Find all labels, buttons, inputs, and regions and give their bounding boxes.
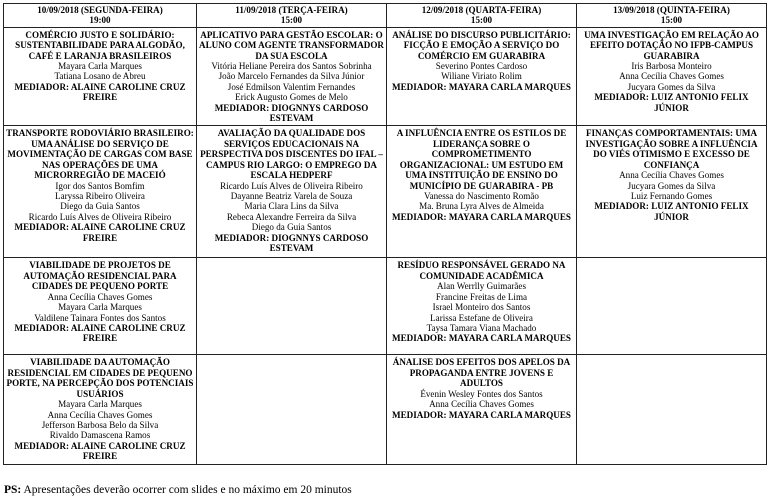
presentation-title: AVALIAÇÃO DA QUALIDADE DOS SERVIÇOS EDUCACIONAIS NA PERSPECTIVA DOS DISCENTES DO IFAL – CAMPUS RIO LARGO: O EMPREGO DA ESCALA HEDPERF <box>200 128 383 181</box>
mediator-line: MEDIADOR: ALAINE CAROLINE CRUZ FREIRE <box>14 81 186 103</box>
day-header <box>387 4 577 28</box>
empty-cell <box>197 258 387 355</box>
presentation-cell <box>4 258 197 355</box>
author-name: Maria Clara Lins da Silva <box>244 201 339 212</box>
author-name: Ricardo Luís Alves de Oliveira Ribeiro <box>28 211 172 222</box>
presentation-cell <box>387 258 577 355</box>
schedule-row <box>4 258 767 355</box>
presentation-title: ANÁLISE DO DISCURSO PUBLICITÁRIO: FICÇÃO E EMOÇÃO A SERVIÇO DO COMÉRCIO EM GUARABIRA <box>392 29 571 61</box>
author-name: Iris Barbosa Monteiro <box>631 61 712 72</box>
schedule-row <box>4 355 767 464</box>
presentation-cell <box>4 27 197 126</box>
footnote <box>4 484 352 496</box>
footnote-prefix: PS: <box>4 484 22 496</box>
day-date: 11/09/2018 (TERÇA-FEIRA) <box>235 5 348 15</box>
mediator-line: MEDIADOR: DIOGNNYS CARDOSO ESTEVAM <box>214 232 369 253</box>
author-name: Alan Werrlly Guimarães <box>437 281 526 292</box>
mediator-line: MEDIADOR: ALAINE CAROLINE CRUZ FREIRE <box>14 440 186 462</box>
author-name: Mayara Carla Marques <box>58 61 142 72</box>
day-time: 15:00 <box>470 15 493 26</box>
empty-cell <box>197 355 387 464</box>
author-name: Larissa Estefane de Oliveira <box>430 312 533 323</box>
author-name: Israel Monteiro dos Santos <box>432 302 531 313</box>
schedule-table <box>3 3 767 465</box>
mediator-line: MEDIADOR: MAYARA CARLA MARQUES <box>392 333 571 344</box>
presentation-cell <box>387 126 577 258</box>
author-name: Erick Augusto Gomes de Melo <box>235 92 348 103</box>
author-name: Anna Cecília Chaves Gomes <box>619 170 724 181</box>
mediator-line: MEDIADOR: MAYARA CARLA MARQUES <box>392 211 571 222</box>
author-name: Anna Cecília Chaves Gomes <box>429 399 534 410</box>
day-date: 10/09/2018 (SEGUNDA-FEIRA) <box>37 5 163 15</box>
author-name: Jefferson Barbosa Belo da Silva <box>41 419 159 430</box>
mediator-line: MEDIADOR: ALAINE CAROLINE CRUZ FREIRE <box>14 322 186 344</box>
day-date: 12/09/2018 (QUARTA-FEIRA) <box>421 5 542 15</box>
presentation-cell <box>577 27 767 126</box>
author-name: Laryssa Ribeiro Oliveira <box>55 190 145 201</box>
mediator-line: MEDIADOR: DIOGNNYS CARDOSO ESTEVAM <box>214 102 369 124</box>
presentation-cell <box>197 27 387 126</box>
author-name: Taysa Tamara Viana Machado <box>426 322 537 333</box>
presentation-cell <box>4 126 197 258</box>
author-name: Rivaldo Damascena Ramos <box>49 430 151 441</box>
presentation-title: UMA INVESTIGAÇÃO EM RELAÇÃO AO EFEITO DOTAÇÃO NO IFPB-CAMPUS GUARABIRA <box>584 29 759 61</box>
author-name: Ma. Bruna Lyra Alves de Almeida <box>419 201 544 212</box>
author-name: Vitória Heliane Pereira dos Santos Sobrinha <box>211 61 372 72</box>
mediator-line: MEDIADOR: LUIZ ANTONIO FELIX JÚNIOR <box>594 201 749 222</box>
empty-cell <box>577 258 767 355</box>
author-name: Severino Pontes Cardoso <box>435 61 528 72</box>
author-name: Diego da Guia Santos <box>251 222 332 233</box>
mediator-line: MEDIADOR: MAYARA CARLA MARQUES <box>392 81 571 92</box>
author-name: Anna Cecília Chaves Gomes <box>47 291 153 302</box>
presentation-title: FINANÇAS COMPORTAMENTAIS: UMA INVESTIGAÇÃO SOBRE A INFLUÊNCIA DO VIÉS OTIMISMO E EXCESSO DE CONFIANÇA <box>585 128 758 170</box>
author-name: Valdilene Tainara Fontes dos Santos <box>34 312 166 323</box>
author-name: José Edmilson Valentim Fernandes <box>227 81 356 92</box>
presentation-title: VIABILIDADE DA AUTOMAÇÃO RESIDENCIAL EM CIDADES DE PEQUENO PORTE, NA PERCEPÇÃO DOS POTENCIAIS USUÁRIOS <box>6 357 194 399</box>
day-header <box>4 4 197 28</box>
author-name: Ricardo Luís Alves de Oliveira Ribeiro <box>220 180 363 191</box>
empty-cell <box>577 355 767 464</box>
author-name: Luiz Fernando Gomes <box>630 190 713 201</box>
author-name: Jucyara Gomes da Silva <box>627 81 716 92</box>
author-name: Igor dos Santos Bomfim <box>55 180 145 191</box>
day-header <box>197 4 387 28</box>
presentation-title: TRANSPORTE RODOVIÁRIO BRASILEIRO: UMA ANÁLISE DO SERVIÇO DE MOVIMENTAÇÃO DE CARGAS COM BASE NAS OPERAÇÕES DE UMA MICRORREGIÃO DE MACEIÓ <box>6 128 194 181</box>
footnote-text: Apresentações deverão ocorrer com slides e no máximo em 20 minutos <box>21 484 352 496</box>
presentation-cell <box>197 126 387 258</box>
author-name: Francine Freitas de Lima <box>435 291 528 302</box>
schedule-row <box>4 126 767 258</box>
author-name: Rebeca Alexandre Ferreira da Silva <box>226 211 357 222</box>
presentation-title: APLICATIVO PARA GESTÃO ESCOLAR: O ALUNO COM AGENTE TRANSFORMADOR DA SUA ESCOLA <box>199 29 385 61</box>
mediator-line: MEDIADOR: MAYARA CARLA MARQUES <box>392 409 571 420</box>
presentation-cell <box>577 126 767 258</box>
day-time: 19:00 <box>89 15 111 26</box>
author-name: Vanessa do Nascimento Romão <box>424 190 539 201</box>
day-time: 15:00 <box>280 15 303 26</box>
day-header <box>577 4 767 28</box>
author-name: Diego da Guia Santos <box>60 201 140 212</box>
day-time: 15:00 <box>660 15 683 26</box>
author-name: Évenin Wesley Fontes dos Santos <box>420 388 543 399</box>
author-name: João Marcelo Fernandes da Silva Júnior <box>218 71 365 82</box>
schedule-row <box>4 27 767 126</box>
author-name: Anna Cecília Chaves Gomes <box>619 71 724 82</box>
author-name: Mayara Carla Marques <box>58 302 142 313</box>
author-name: Dayanne Beatriz Varela de Souza <box>230 190 353 201</box>
mediator-line: MEDIADOR: ALAINE CAROLINE CRUZ FREIRE <box>14 222 186 243</box>
presentation-title: A INFLUÊNCIA ENTRE OS ESTILOS DE LIDERANÇA SOBRE O COMPROMETIMENTO ORGANIZACIONAL: UM ESTUDO EM UMA INSTITUIÇÃO DE ENSINO DO MUNICÍPIO DE GUARABIRA - PB <box>396 128 567 191</box>
author-name: Jucyara Gomes da Silva <box>627 180 716 191</box>
day-date: 13/09/2018 (QUINTA-FEIRA) <box>613 5 730 15</box>
header-row <box>4 4 767 28</box>
presentation-cell <box>387 27 577 126</box>
presentation-title: ÁNALISE DOS EFEITOS DOS APELOS DA PROPAGANDA ENTRE JOVENS E ADULTOS <box>392 357 571 389</box>
mediator-line: MEDIADOR: LUIZ ANTONIO FELIX JÚNIOR <box>594 92 749 113</box>
presentation-title: VIABILIDADE DE PROJETOS DE AUTOMAÇÃO RESIDENCIAL PARA CIDADES DE PEQUENO PORTE <box>23 260 177 292</box>
presentation-title: COMÉRCIO JUSTO E SOLIDÁRIO: SUSTENTABILIDADE PARA ALGODÃO, CAFÉ E LARANJA BRASILEIROS <box>15 29 185 61</box>
author-name: Tatiana Losano de Abreu <box>54 71 146 82</box>
author-name: Mayara Carla Marques <box>58 399 142 410</box>
presentation-cell <box>4 355 197 464</box>
presentation-title: RESÍDUO RESPONSÁVEL GERADO NA COMUNIDADE ACADÊMICA <box>397 260 566 281</box>
author-name: Wiliane Viriato Rolim <box>441 71 522 82</box>
author-name: Anna Cecília Chaves Gomes <box>47 409 153 420</box>
presentation-cell <box>387 355 577 464</box>
